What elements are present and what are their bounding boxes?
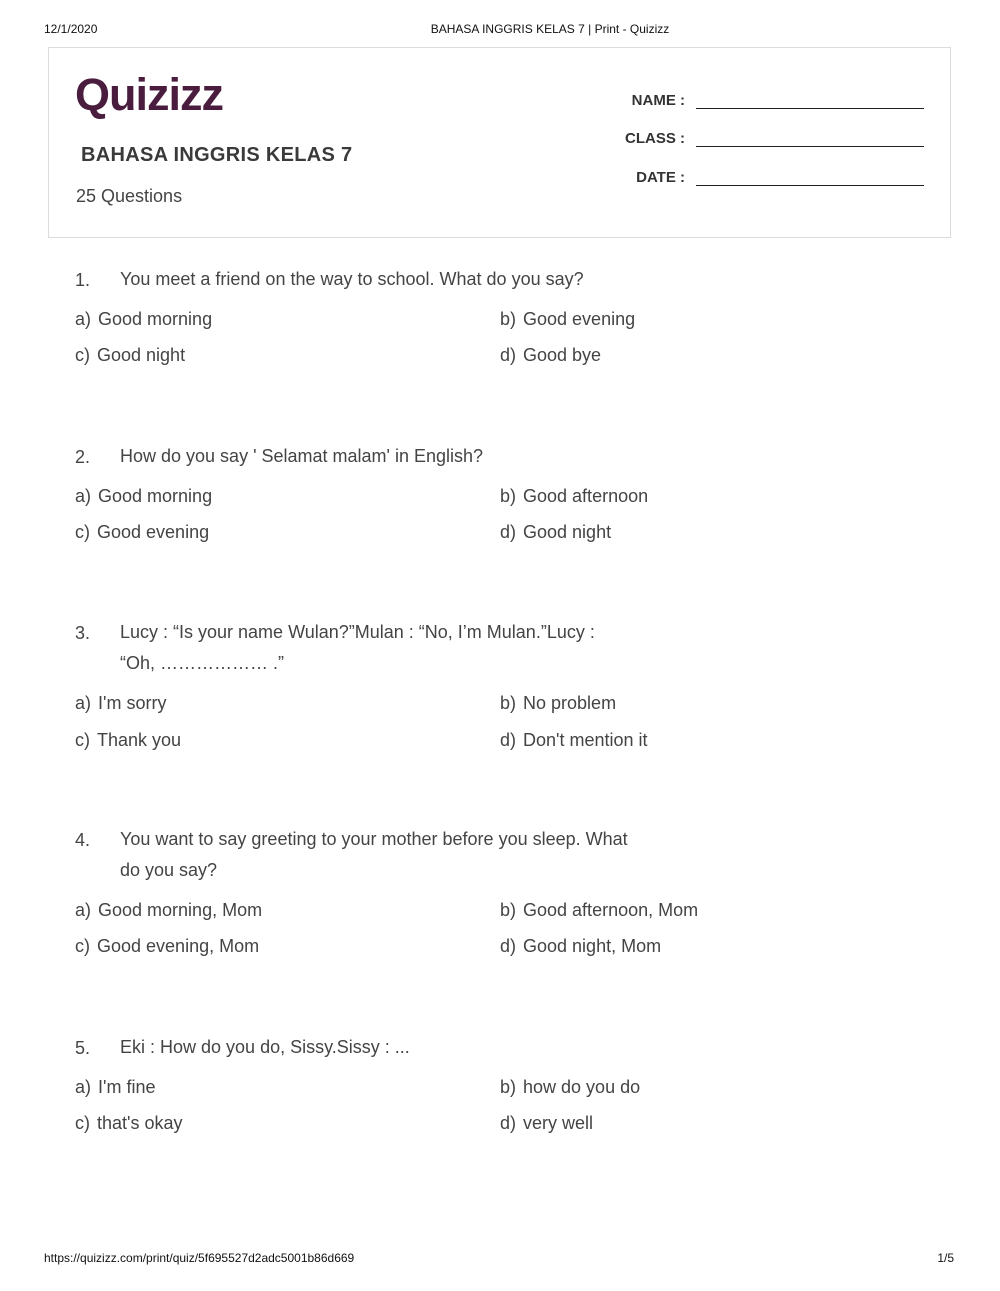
option-text: Good evening — [97, 522, 210, 542]
option-text: Good morning, Mom — [98, 900, 263, 920]
name-field — [609, 92, 949, 122]
date-field — [609, 169, 949, 199]
option-b — [500, 693, 616, 714]
option-b — [500, 309, 635, 330]
question-text: Lucy : “Is your name Wulan?”Mulan : “No, I’m Mulan.”Lucy : “Oh, ……………… .” — [120, 622, 595, 673]
class-field — [609, 130, 949, 160]
option-letter: c) — [75, 522, 90, 542]
print-header — [0, 22, 1000, 40]
question-text: You meet a friend on the way to school. What do you say? — [120, 269, 584, 289]
option-d — [500, 522, 611, 543]
option-text: Good morning — [98, 486, 213, 506]
option-letter: b) — [500, 486, 517, 506]
name-label: NAME : — [631, 92, 685, 109]
option-letter: b) — [500, 693, 517, 713]
option-letter: b) — [500, 900, 517, 920]
option-text: Good night — [97, 345, 186, 365]
option-letter: d) — [500, 1113, 517, 1133]
quiz-title: BAHASA INGGRIS KELAS 7 — [81, 144, 353, 166]
question-number: 1. — [75, 270, 91, 290]
option-letter: d) — [500, 522, 517, 542]
option-text: Good afternoon — [523, 486, 649, 506]
question-text: You want to say greeting to your mother before you sleep. What do you say? — [120, 829, 628, 880]
option-d — [500, 730, 648, 751]
question-number: 3. — [75, 623, 91, 643]
option-letter: d) — [500, 345, 517, 365]
option-letter: a) — [75, 1077, 92, 1097]
question-count: 25 Questions — [76, 186, 183, 206]
option-c — [75, 936, 259, 957]
option-d — [500, 345, 601, 366]
date-label: DATE : — [636, 169, 685, 186]
class-label: CLASS : — [625, 130, 685, 147]
option-text: Good evening, Mom — [97, 936, 260, 956]
option-c — [75, 730, 181, 751]
class-line — [696, 146, 924, 147]
option-letter: b) — [500, 309, 517, 329]
option-letter: b) — [500, 1077, 517, 1097]
option-letter: c) — [75, 936, 90, 956]
print-footer — [0, 1251, 1000, 1269]
option-letter: a) — [75, 900, 92, 920]
question-text: How do you say ' Selamat malam' in English? — [120, 446, 484, 466]
option-text: No problem — [523, 693, 617, 713]
option-text: I'm fine — [98, 1077, 156, 1097]
option-a — [75, 900, 262, 921]
quizizz-logo — [75, 70, 251, 126]
option-text: how do you do — [523, 1077, 641, 1097]
option-d — [500, 1113, 593, 1134]
question-text: Eki : How do you do, Sissy.Sissy : ... — [120, 1037, 410, 1057]
option-a — [75, 1077, 155, 1098]
option-letter: a) — [75, 693, 92, 713]
option-c — [75, 345, 185, 366]
option-d — [500, 936, 661, 957]
question-number: 2. — [75, 447, 91, 467]
option-text: I'm sorry — [98, 693, 167, 713]
option-text: that's okay — [97, 1113, 183, 1133]
page-number: 1/5 — [937, 1251, 954, 1265]
option-a — [75, 486, 212, 507]
option-letter: c) — [75, 730, 90, 750]
question-number: 5. — [75, 1038, 91, 1058]
option-b — [500, 1077, 640, 1098]
option-text: Thank you — [97, 730, 182, 750]
option-text: Good evening — [523, 309, 636, 329]
option-letter: d) — [500, 936, 517, 956]
option-text: Good night, Mom — [523, 936, 662, 956]
quizizz-logo-text: Quizizz — [75, 70, 223, 120]
option-letter: c) — [75, 345, 90, 365]
option-letter: a) — [75, 486, 92, 506]
print-title: BAHASA INGGRIS KELAS 7 | Print - Quizizz — [430, 22, 670, 36]
option-b — [500, 900, 698, 921]
header-card — [48, 47, 951, 238]
option-c — [75, 522, 209, 543]
option-text: Good night — [523, 522, 612, 542]
option-text: Good morning — [98, 309, 213, 329]
print-date: 12/1/2020 — [44, 22, 98, 36]
option-a — [75, 693, 166, 714]
name-line — [696, 108, 924, 109]
option-text: Don't mention it — [523, 730, 648, 750]
option-b — [500, 486, 648, 507]
option-a — [75, 309, 212, 330]
option-text: very well — [523, 1113, 594, 1133]
question-number: 4. — [75, 830, 91, 850]
option-letter: a) — [75, 309, 92, 329]
date-line — [696, 185, 924, 186]
option-letter: c) — [75, 1113, 90, 1133]
option-text: Good bye — [523, 345, 602, 365]
print-url: https://quizizz.com/print/quiz/5f695527d2adc5001b86d669 — [44, 1251, 355, 1265]
option-text: Good afternoon, Mom — [523, 900, 699, 920]
option-letter: d) — [500, 730, 517, 750]
option-c — [75, 1113, 182, 1134]
